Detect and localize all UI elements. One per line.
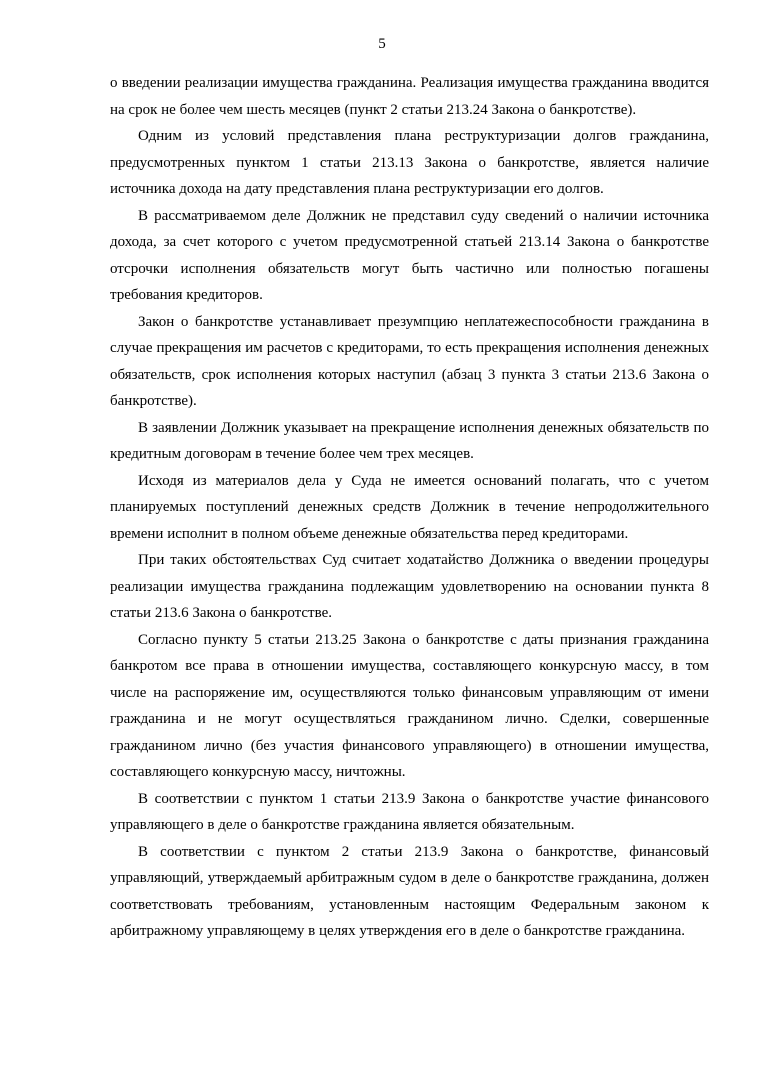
- paragraph: о введении реализации имущества гражданина. Реализация имущества гражданина вводится на срок не более чем шесть месяцев (пункт 2 статьи 213.24 Закона о банкротстве).: [110, 75, 709, 118]
- paragraph: Исходя из материалов дела у Суда не имеется оснований полагать, что с учетом планируемых поступлений денежных средств Должник в течение непродолжительного времени исполнит в полном объеме денежные обязательства перед кредиторами.: [110, 472, 709, 542]
- paragraph: В рассматриваемом деле Должник не представил суду сведений о наличии источника дохода, за счет которого с учетом предусмотренной статьей 213.14 Закона о банкротстве отсрочки исполнения обязательств могут быть частично или полностью погашены требования кредиторов.: [110, 207, 709, 303]
- paragraph: Одним из условий представления плана реструктуризации долгов гражданина, предусмотренных пунктом 1 статьи 213.13 Закона о банкротстве, является наличие источника дохода на дату представления плана реструктуризации его долгов.: [110, 128, 709, 197]
- paragraph: Согласно пункту 5 статьи 213.25 Закона о банкротстве с даты признания гражданина банкротом все права в отношении имущества, составляющего конкурсную массу, в том числе на распоряжение им, осуществляются только финансовым управляющим от имени гражданина и не могут осуществляться гражданином лично. Сделки, совершенные гражданином лично (без участия финансового управляющего) в отношении имущества, составляющего конкурсную массу, ничтожны.: [110, 631, 709, 780]
- page-number: 5: [378, 36, 386, 52]
- paragraph: При таких обстоятельствах Суд считает ходатайство Должника о введении процедуры реализации имущества гражданина подлежащим удовлетворению на основании пункта 8 статьи 213.6 Закона о банкротстве.: [110, 552, 709, 621]
- paragraph: Закон о банкротстве устанавливает презумпцию неплатежеспособности гражданина в случае прекращения им расчетов с кредиторами, то есть прекращения исполнения денежных обязательств, срок исполнения которых наступил (абзац 3 пункта 3 статьи 213.6 Закона о банкротстве).: [110, 313, 709, 409]
- paragraph: В заявлении Должник указывает на прекращение исполнения денежных обязательств по кредитным договорам в течение более чем трех месяцев.: [110, 419, 709, 462]
- paragraph: В соответствии с пунктом 2 статьи 213.9 Закона о банкротстве, финансовый управляющий, утверждаемый арбитражным судом в деле о банкротстве гражданина, должен соответствовать требованиям, установленным настоящим Федеральным законом к арбитражному управляющему в целях утверждения его в деле о банкротстве гражданина.: [110, 843, 709, 939]
- paragraph: В соответствии с пунктом 1 статьи 213.9 Закона о банкротстве участие финансового управляющего в деле о банкротстве гражданина является обязательным.: [110, 790, 709, 833]
- document-body: [110, 70, 709, 945]
